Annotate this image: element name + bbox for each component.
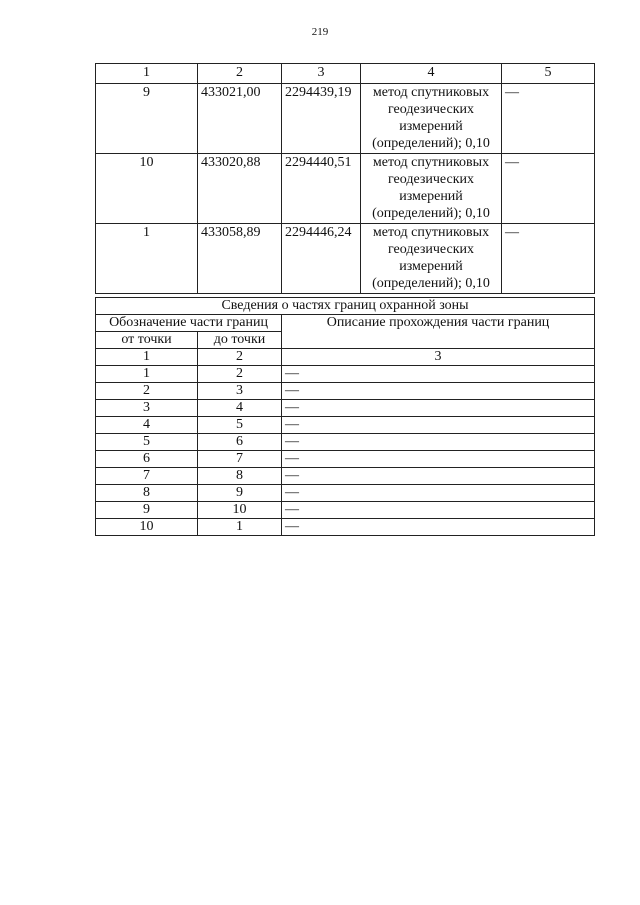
y-coordinate: 2294440,51 bbox=[282, 154, 361, 224]
page-number: 219 bbox=[311, 26, 329, 38]
column-number-3: 3 bbox=[282, 64, 361, 84]
parts-number-row bbox=[96, 349, 595, 366]
to-point-header: до точки bbox=[198, 332, 282, 349]
part-description: — bbox=[282, 383, 595, 400]
to-point: 7 bbox=[198, 451, 282, 468]
table-row bbox=[96, 84, 595, 154]
point-number: 9 bbox=[96, 84, 198, 154]
parts-header-row bbox=[96, 315, 595, 332]
boundary-parts-table bbox=[95, 297, 595, 536]
from-point: 3 bbox=[96, 400, 198, 417]
to-point: 2 bbox=[198, 366, 282, 383]
to-point: 6 bbox=[198, 434, 282, 451]
point-note: — bbox=[502, 154, 595, 224]
part-description: — bbox=[282, 519, 595, 536]
point-note: — bbox=[502, 224, 595, 294]
part-description: — bbox=[282, 366, 595, 383]
from-point: 2 bbox=[96, 383, 198, 400]
point-number: 1 bbox=[96, 224, 198, 294]
measurement-method: метод спутниковых геодезических измерений (определений); 0,10 bbox=[361, 154, 502, 224]
parts-title-row bbox=[96, 298, 595, 315]
part-description: — bbox=[282, 417, 595, 434]
y-coordinate: 2294446,24 bbox=[282, 224, 361, 294]
table-row bbox=[96, 434, 595, 451]
table-row bbox=[96, 154, 595, 224]
from-point: 10 bbox=[96, 519, 198, 536]
description-header: Описание прохождения части границ bbox=[282, 315, 595, 349]
from-point: 1 bbox=[96, 366, 198, 383]
column-number-1: 1 bbox=[96, 64, 198, 84]
part-description: — bbox=[282, 468, 595, 485]
column-number-2: 2 bbox=[198, 64, 282, 84]
measurement-method: метод спутниковых геодезических измерений (определений); 0,10 bbox=[361, 224, 502, 294]
part-description: — bbox=[282, 400, 595, 417]
to-point: 8 bbox=[198, 468, 282, 485]
table-row bbox=[96, 366, 595, 383]
point-number: 10 bbox=[96, 154, 198, 224]
table-row bbox=[96, 485, 595, 502]
table-row bbox=[96, 451, 595, 468]
column-number-4: 4 bbox=[361, 64, 502, 84]
to-point: 3 bbox=[198, 383, 282, 400]
coordinates-header-row bbox=[96, 64, 595, 84]
table-row bbox=[96, 224, 595, 294]
from-point: 4 bbox=[96, 417, 198, 434]
to-point: 5 bbox=[198, 417, 282, 434]
from-point: 9 bbox=[96, 502, 198, 519]
part-description: — bbox=[282, 485, 595, 502]
coordinates-table bbox=[95, 63, 595, 294]
table-row bbox=[96, 519, 595, 536]
part-description: — bbox=[282, 451, 595, 468]
from-point: 8 bbox=[96, 485, 198, 502]
column-number-3: 3 bbox=[282, 349, 595, 366]
designation-header: Обозначение части границ bbox=[96, 315, 282, 332]
part-description: — bbox=[282, 502, 595, 519]
point-note: — bbox=[502, 84, 595, 154]
from-point: 5 bbox=[96, 434, 198, 451]
table-row bbox=[96, 502, 595, 519]
column-number-5: 5 bbox=[502, 64, 595, 84]
column-number-2: 2 bbox=[198, 349, 282, 366]
to-point: 10 bbox=[198, 502, 282, 519]
table-row bbox=[96, 417, 595, 434]
table-row bbox=[96, 468, 595, 485]
table-row bbox=[96, 383, 595, 400]
from-point-header: от точки bbox=[96, 332, 198, 349]
to-point: 1 bbox=[198, 519, 282, 536]
part-description: — bbox=[282, 434, 595, 451]
x-coordinate: 433058,89 bbox=[198, 224, 282, 294]
x-coordinate: 433021,00 bbox=[198, 84, 282, 154]
parts-table-title: Сведения о частях границ охранной зоны bbox=[96, 298, 595, 315]
to-point: 4 bbox=[198, 400, 282, 417]
y-coordinate: 2294439,19 bbox=[282, 84, 361, 154]
table-row bbox=[96, 400, 595, 417]
column-number-1: 1 bbox=[96, 349, 198, 366]
from-point: 6 bbox=[96, 451, 198, 468]
to-point: 9 bbox=[198, 485, 282, 502]
from-point: 7 bbox=[96, 468, 198, 485]
measurement-method: метод спутниковых геодезических измерений (определений); 0,10 bbox=[361, 84, 502, 154]
x-coordinate: 433020,88 bbox=[198, 154, 282, 224]
